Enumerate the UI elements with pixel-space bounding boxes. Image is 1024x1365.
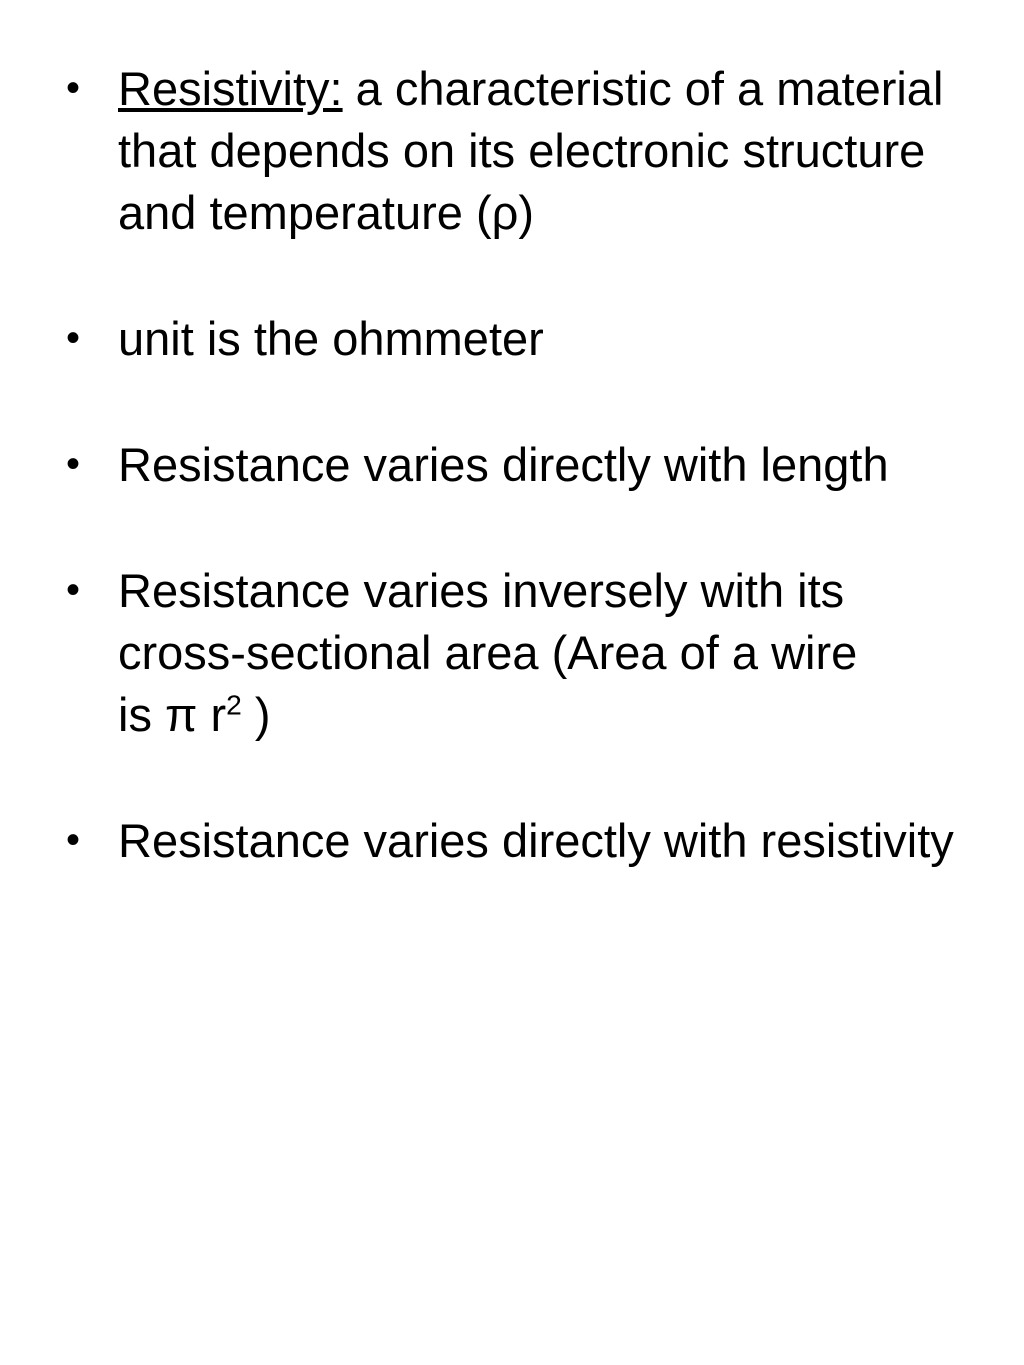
bullet-text: [118, 560, 888, 746]
bullet-body: unit is the ohmmeter: [118, 312, 544, 366]
bullet-marker-icon: •: [66, 568, 81, 613]
bullet-text: [118, 308, 954, 370]
bullet-body: a characteristic of a material that depends on its electronic structure and temperature (ρ): [118, 62, 944, 240]
bullet-body: Resistance varies directly with length: [118, 438, 889, 492]
bullet-marker-icon: •: [66, 818, 81, 863]
list-item: [62, 810, 954, 872]
list-item: [62, 308, 954, 370]
bullet-marker-icon: •: [66, 316, 81, 361]
list-item: [62, 560, 954, 746]
bullet-list: [62, 58, 954, 872]
bullet-text: [118, 434, 954, 496]
list-item: [62, 434, 954, 496]
lead-term: Resistivity:: [118, 62, 343, 115]
bullet-marker-icon: •: [66, 66, 81, 110]
superscript-exponent: 2: [226, 688, 242, 721]
bullet-body-tail: ): [241, 688, 271, 742]
list-item: [62, 58, 954, 244]
bullet-marker-icon: •: [66, 442, 81, 487]
bullet-body: Resistance varies directly with resistivity: [118, 814, 954, 868]
bullet-text: [118, 810, 954, 872]
bullet-body: Resistance varies inversely with its cross-sectional area (Area of a wire is π r: [118, 564, 858, 742]
bullet-text: [118, 58, 954, 244]
